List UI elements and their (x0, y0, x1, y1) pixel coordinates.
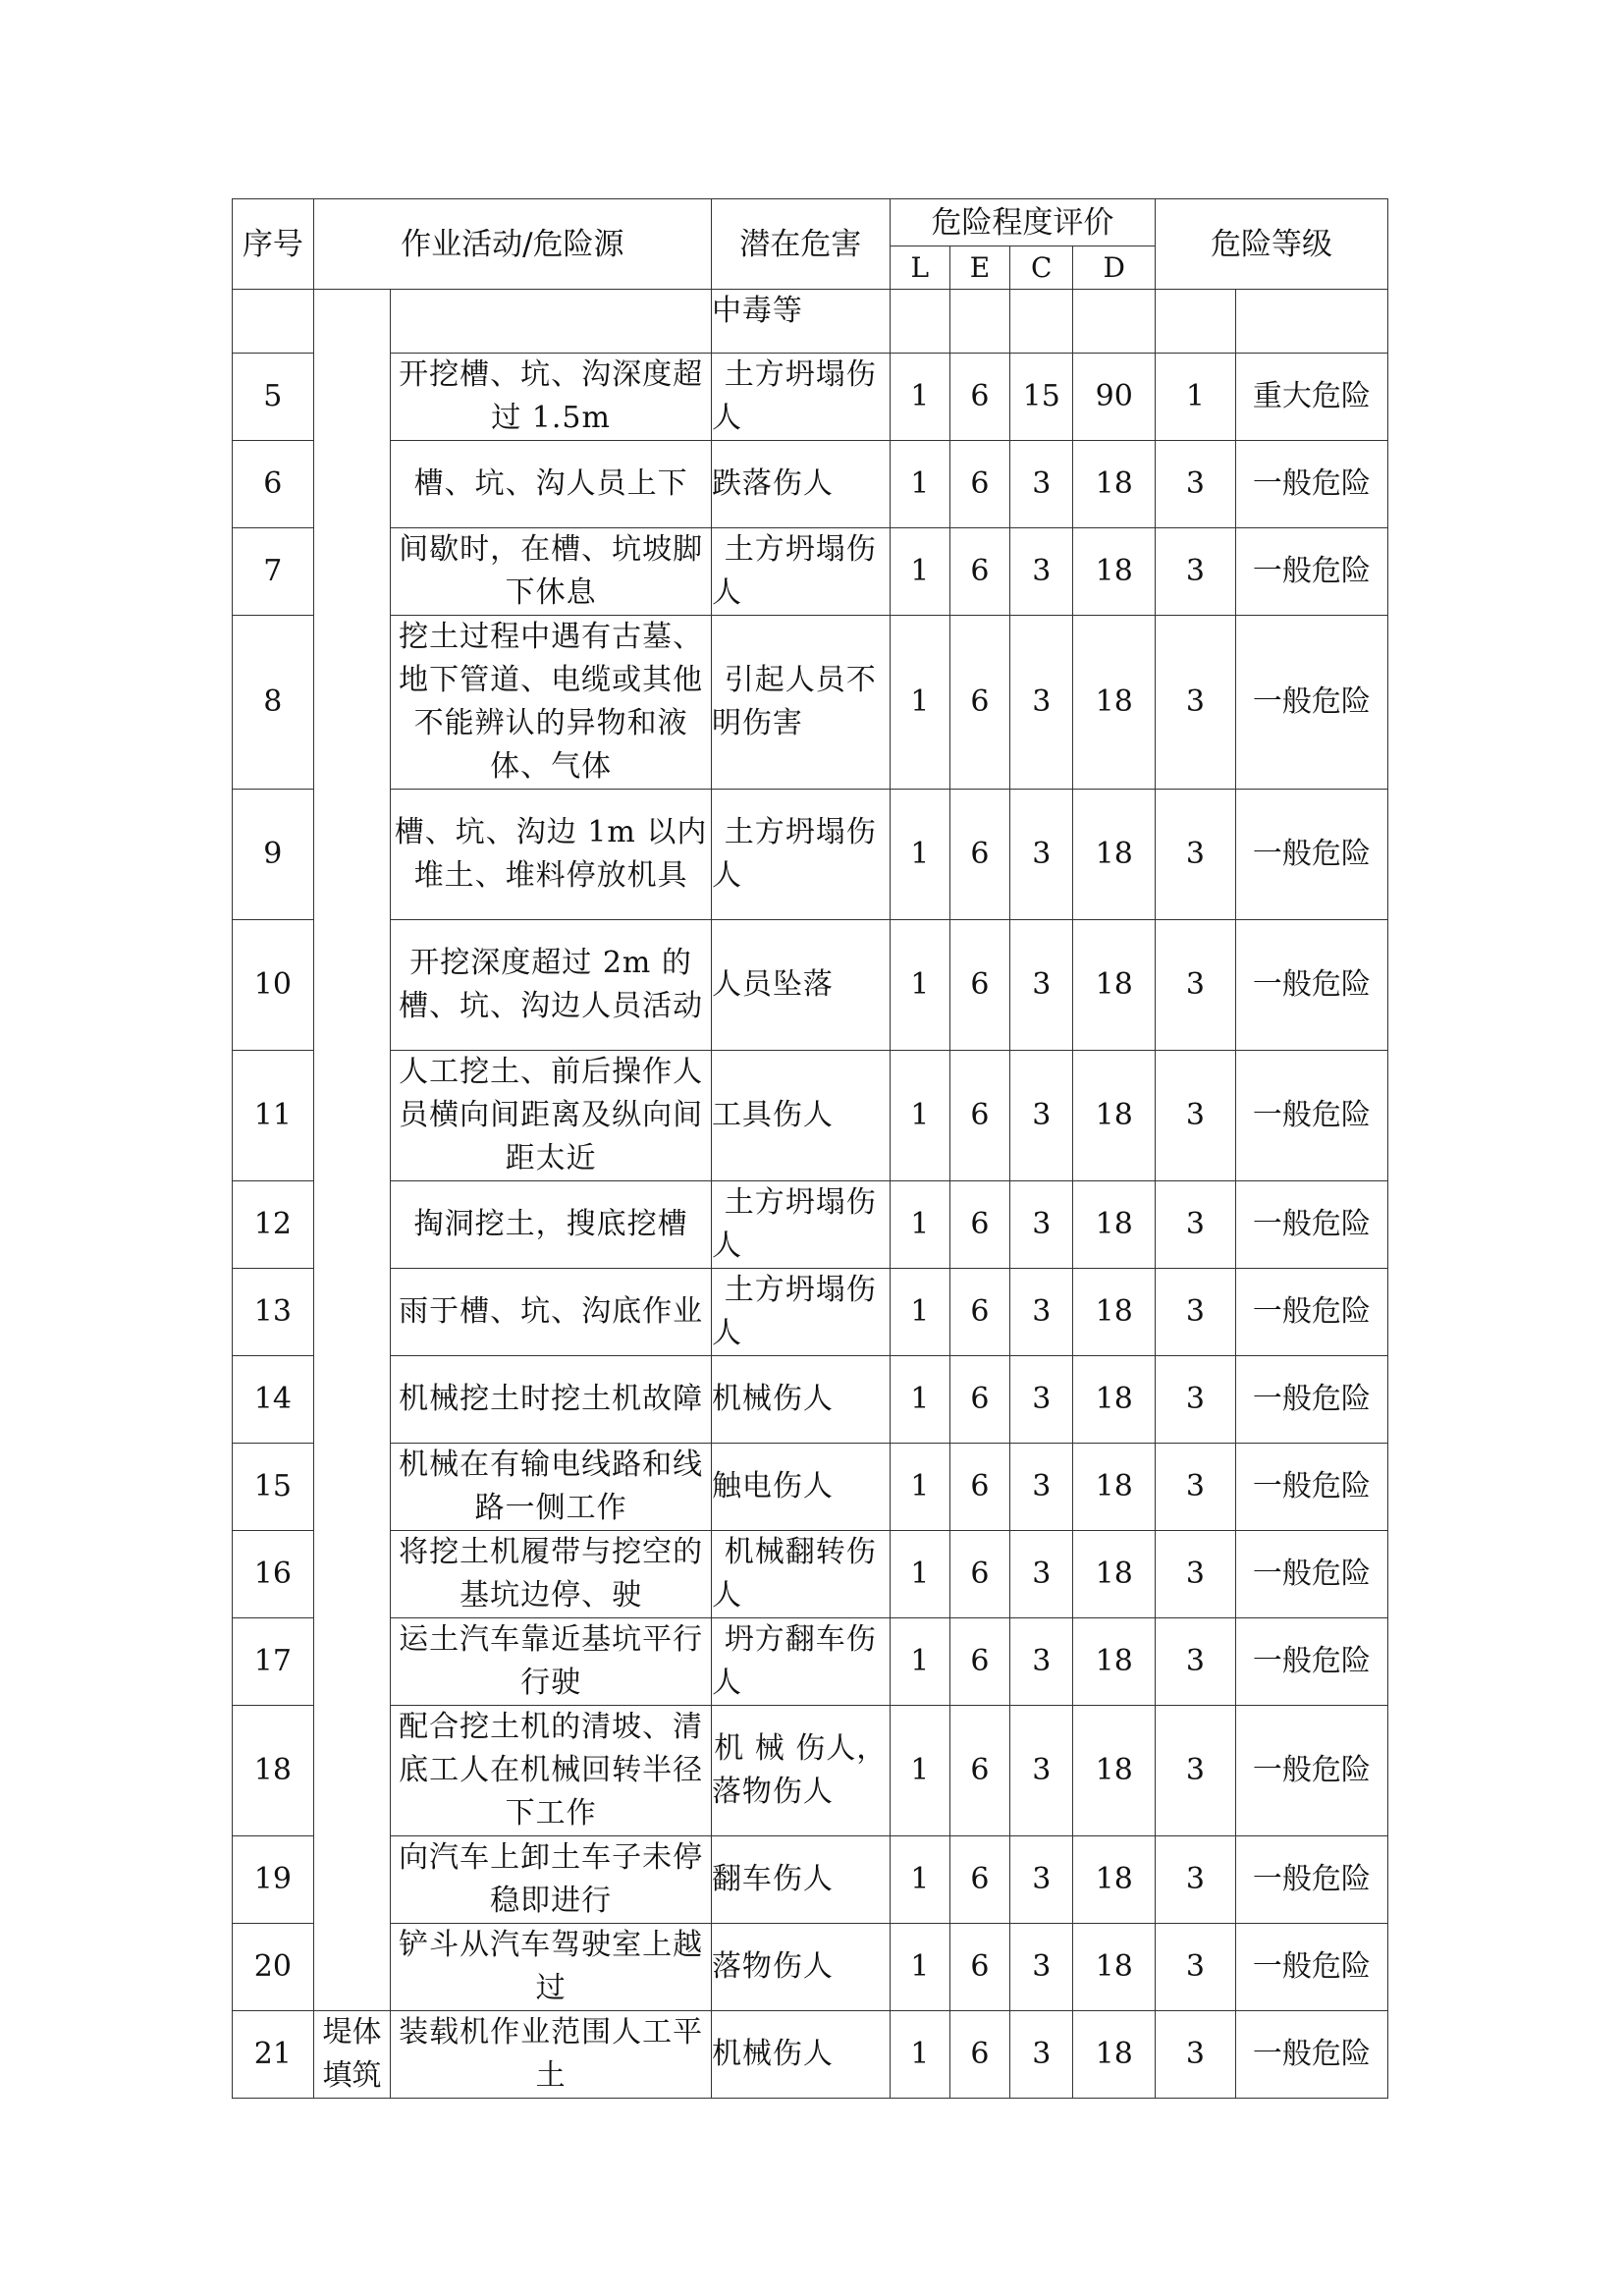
row-L: 1 (890, 1269, 949, 1356)
row-seq: 20 (233, 1924, 314, 2011)
row-E: 6 (949, 1269, 1009, 1356)
table-row (233, 528, 1388, 616)
row-D: 18 (1073, 1924, 1156, 2011)
row-L: 1 (890, 354, 949, 441)
row-activity: 配合挖土机的清坡、清底工人在机械回转半径下工作 (391, 1706, 712, 1836)
row-D: 90 (1073, 354, 1156, 441)
row-level: 3 (1156, 1051, 1236, 1181)
row-seq: 11 (233, 1051, 314, 1181)
row-grade: 一般危险 (1235, 1706, 1387, 1836)
row-E: 6 (949, 1444, 1009, 1531)
row-D: 18 (1073, 1356, 1156, 1444)
row-seq: 7 (233, 528, 314, 616)
row-seq: 5 (233, 354, 314, 441)
row-L: 1 (890, 1618, 949, 1706)
table-row (233, 790, 1388, 920)
table-body (233, 290, 1388, 2099)
row-grade: 一般危险 (1235, 1181, 1387, 1269)
table-row (233, 1444, 1388, 1531)
table-row (233, 1181, 1388, 1269)
row-level: 3 (1156, 1444, 1236, 1531)
row-E: 6 (949, 441, 1009, 528)
row-hazard: 土方坍塌伤人 (711, 354, 890, 441)
row-C: 3 (1010, 1444, 1073, 1531)
row-C: 3 (1010, 790, 1073, 920)
table-row (233, 1269, 1388, 1356)
row-D: 18 (1073, 790, 1156, 920)
row-hazard: 土方坍塌伤人 (711, 528, 890, 616)
row-E: 6 (949, 1836, 1009, 1924)
row-seq: 12 (233, 1181, 314, 1269)
row-level: 3 (1156, 441, 1236, 528)
row-seq: 15 (233, 1444, 314, 1531)
row-grade: 一般危险 (1235, 1269, 1387, 1356)
row-activity: 将挖土机履带与挖空的基坑边停、驶 (391, 1531, 712, 1618)
row-grade: 一般危险 (1235, 1051, 1387, 1181)
header-hazard: 潜在危害 (711, 199, 890, 290)
row-activity: 开挖深度超过 2m 的槽、坑、沟边人员活动 (391, 920, 712, 1051)
header-C: C (1010, 246, 1073, 290)
category-cell-fill: 堤体填筑 (313, 2011, 391, 2099)
row-hazard: 人员坠落 (711, 920, 890, 1051)
row-activity: 机械在有输电线路和线路一侧工作 (391, 1444, 712, 1531)
row-hazard: 翻车伤人 (711, 1836, 890, 1924)
table-row-last (233, 2011, 1388, 2099)
row-seq: 17 (233, 1618, 314, 1706)
row-C: 3 (1010, 528, 1073, 616)
row-L: 1 (890, 1356, 949, 1444)
row-hazard: 土方坍塌伤人 (711, 1181, 890, 1269)
header-seq: 序号 (233, 199, 314, 290)
row-level: 3 (1156, 1924, 1236, 2011)
row-L: 1 (890, 2011, 949, 2099)
row-D: 18 (1073, 1051, 1156, 1181)
row-grade: 一般危险 (1235, 790, 1387, 920)
row-C: 3 (1010, 1618, 1073, 1706)
row-activity: 雨于槽、坑、沟底作业 (391, 1269, 712, 1356)
table-row (233, 1836, 1388, 1924)
row-hazard: 触电伤人 (711, 1444, 890, 1531)
row-C: 15 (1010, 354, 1073, 441)
row-activity: 装载机作业范围人工平土 (391, 2011, 712, 2099)
row-grade: 一般危险 (1235, 920, 1387, 1051)
row-level: 3 (1156, 1531, 1236, 1618)
row-D: 18 (1073, 1444, 1156, 1531)
row-hazard: 工具伤人 (711, 1051, 890, 1181)
header-activity: 作业活动/危险源 (313, 199, 711, 290)
row-C: 3 (1010, 1051, 1073, 1181)
table-row (233, 441, 1388, 528)
row-level: 1 (1156, 354, 1236, 441)
row-L: 1 (890, 1444, 949, 1531)
row-level: 3 (1156, 790, 1236, 920)
row-level: 3 (1156, 1618, 1236, 1706)
row-D: 18 (1073, 441, 1156, 528)
row-grade: 一般危险 (1235, 1531, 1387, 1618)
table-row (233, 1618, 1388, 1706)
row-seq: 18 (233, 1706, 314, 1836)
row-hazard: 机械翻转伤人 (711, 1531, 890, 1618)
row-activity: 铲斗从汽车驾驶室上越过 (391, 1924, 712, 2011)
table-row (233, 1706, 1388, 1836)
row-C: 3 (1010, 1924, 1073, 2011)
row-E: 6 (949, 1924, 1009, 2011)
row-hazard: 跌落伤人 (711, 441, 890, 528)
row-D: 18 (1073, 1836, 1156, 1924)
row-seq: 8 (233, 616, 314, 790)
header-D: D (1073, 246, 1156, 290)
row-D: 18 (1073, 1269, 1156, 1356)
row-grade: 重大危险 (1235, 354, 1387, 441)
row-grade: 一般危险 (1235, 1618, 1387, 1706)
row-C: 3 (1010, 1706, 1073, 1836)
row-C: 3 (1010, 1181, 1073, 1269)
row-activity: 挖土过程中遇有古墓、地下管道、电缆或其他不能辨认的异物和液体、气体 (391, 616, 712, 790)
row-L: 1 (890, 441, 949, 528)
row-seq: 10 (233, 920, 314, 1051)
row-L: 1 (890, 1924, 949, 2011)
row-activity: 掏洞挖土，搜底挖槽 (391, 1181, 712, 1269)
row-C: 3 (1010, 1269, 1073, 1356)
row-hazard: 机械伤人 (711, 2011, 890, 2099)
row-hazard: 机 械 伤人，落物伤人 (711, 1706, 890, 1836)
row-C: 3 (1010, 441, 1073, 528)
row-level: 3 (1156, 1181, 1236, 1269)
row-grade: 一般危险 (1235, 1924, 1387, 2011)
row-E: 6 (949, 616, 1009, 790)
row-E: 6 (949, 1356, 1009, 1444)
row-E: 6 (949, 1051, 1009, 1181)
row-level: 3 (1156, 1836, 1236, 1924)
row-grade: 一般危险 (1235, 616, 1387, 790)
row-D: 18 (1073, 616, 1156, 790)
continuation-row (233, 290, 1388, 354)
row-L: 1 (890, 1181, 949, 1269)
header-L: L (890, 246, 949, 290)
row-E: 6 (949, 1531, 1009, 1618)
row-level: 3 (1156, 1269, 1236, 1356)
row-grade: 一般危险 (1235, 1444, 1387, 1531)
row-L: 1 (890, 616, 949, 790)
table-row (233, 920, 1388, 1051)
row-C: 3 (1010, 920, 1073, 1051)
row-D: 18 (1073, 2011, 1156, 2099)
row-hazard: 土方坍塌伤人 (711, 790, 890, 920)
row-grade: 一般危险 (1235, 528, 1387, 616)
row-L: 1 (890, 1836, 949, 1924)
row-L: 1 (890, 1531, 949, 1618)
row-D: 18 (1073, 1618, 1156, 1706)
table-row (233, 616, 1388, 790)
row-C: 3 (1010, 2011, 1073, 2099)
row-hazard: 引起人员不明伤害 (711, 616, 890, 790)
risk-assessment-table (232, 198, 1388, 2099)
row-E: 6 (949, 1618, 1009, 1706)
row-level: 3 (1156, 920, 1236, 1051)
header-E: E (949, 246, 1009, 290)
row-C: 3 (1010, 1836, 1073, 1924)
row-activity: 人工挖土、前后操作人员横向间距离及纵向间距太近 (391, 1051, 712, 1181)
row-hazard: 土方坍塌伤人 (711, 1269, 890, 1356)
row-E: 6 (949, 1706, 1009, 1836)
row-activity: 槽、坑、沟人员上下 (391, 441, 712, 528)
row-E: 6 (949, 790, 1009, 920)
row-activity: 开挖槽、坑、沟深度超过 1.5m (391, 354, 712, 441)
row-grade: 一般危险 (1235, 1356, 1387, 1444)
row-hazard: 机械伤人 (711, 1356, 890, 1444)
cont-seq (233, 290, 314, 354)
row-D: 18 (1073, 1706, 1156, 1836)
row-L: 1 (890, 1706, 949, 1836)
row-grade: 一般危险 (1235, 441, 1387, 528)
row-E: 6 (949, 2011, 1009, 2099)
table-row (233, 354, 1388, 441)
row-D: 18 (1073, 1181, 1156, 1269)
row-L: 1 (890, 1051, 949, 1181)
row-E: 6 (949, 920, 1009, 1051)
row-level: 3 (1156, 616, 1236, 790)
row-seq: 21 (233, 2011, 314, 2099)
row-seq: 16 (233, 1531, 314, 1618)
row-seq: 14 (233, 1356, 314, 1444)
table-row (233, 1356, 1388, 1444)
row-hazard: 落物伤人 (711, 1924, 890, 2011)
row-activity: 运土汽车靠近基坑平行行驶 (391, 1618, 712, 1706)
row-C: 3 (1010, 1356, 1073, 1444)
row-L: 1 (890, 528, 949, 616)
cont-hazard: 中毒等 (711, 290, 890, 354)
row-D: 18 (1073, 920, 1156, 1051)
row-D: 18 (1073, 528, 1156, 616)
category-cell-excavation (313, 290, 391, 2011)
row-activity: 间歇时，在槽、坑坡脚下休息 (391, 528, 712, 616)
row-E: 6 (949, 528, 1009, 616)
row-level: 3 (1156, 1706, 1236, 1836)
row-seq: 6 (233, 441, 314, 528)
row-grade: 一般危险 (1235, 1836, 1387, 1924)
row-grade: 一般危险 (1235, 2011, 1387, 2099)
row-activity: 向汽车上卸土车子未停稳即进行 (391, 1836, 712, 1924)
table-row (233, 1051, 1388, 1181)
row-L: 1 (890, 920, 949, 1051)
table-row (233, 1531, 1388, 1618)
row-level: 3 (1156, 1356, 1236, 1444)
row-hazard: 坍方翻车伤人 (711, 1618, 890, 1706)
header-evaluation: 危险程度评价 (890, 199, 1155, 246)
header-level: 危险等级 (1156, 199, 1388, 290)
row-E: 6 (949, 354, 1009, 441)
row-seq: 19 (233, 1836, 314, 1924)
table-row (233, 1924, 1388, 2011)
row-activity: 机械挖土时挖土机故障 (391, 1356, 712, 1444)
row-seq: 9 (233, 790, 314, 920)
row-D: 18 (1073, 1531, 1156, 1618)
row-C: 3 (1010, 1531, 1073, 1618)
row-level: 3 (1156, 528, 1236, 616)
row-seq: 13 (233, 1269, 314, 1356)
row-E: 6 (949, 1181, 1009, 1269)
cont-activity (391, 290, 712, 354)
row-level: 3 (1156, 2011, 1236, 2099)
row-activity: 槽、坑、沟边 1m 以内堆土、堆料停放机具 (391, 790, 712, 920)
row-C: 3 (1010, 616, 1073, 790)
row-L: 1 (890, 790, 949, 920)
